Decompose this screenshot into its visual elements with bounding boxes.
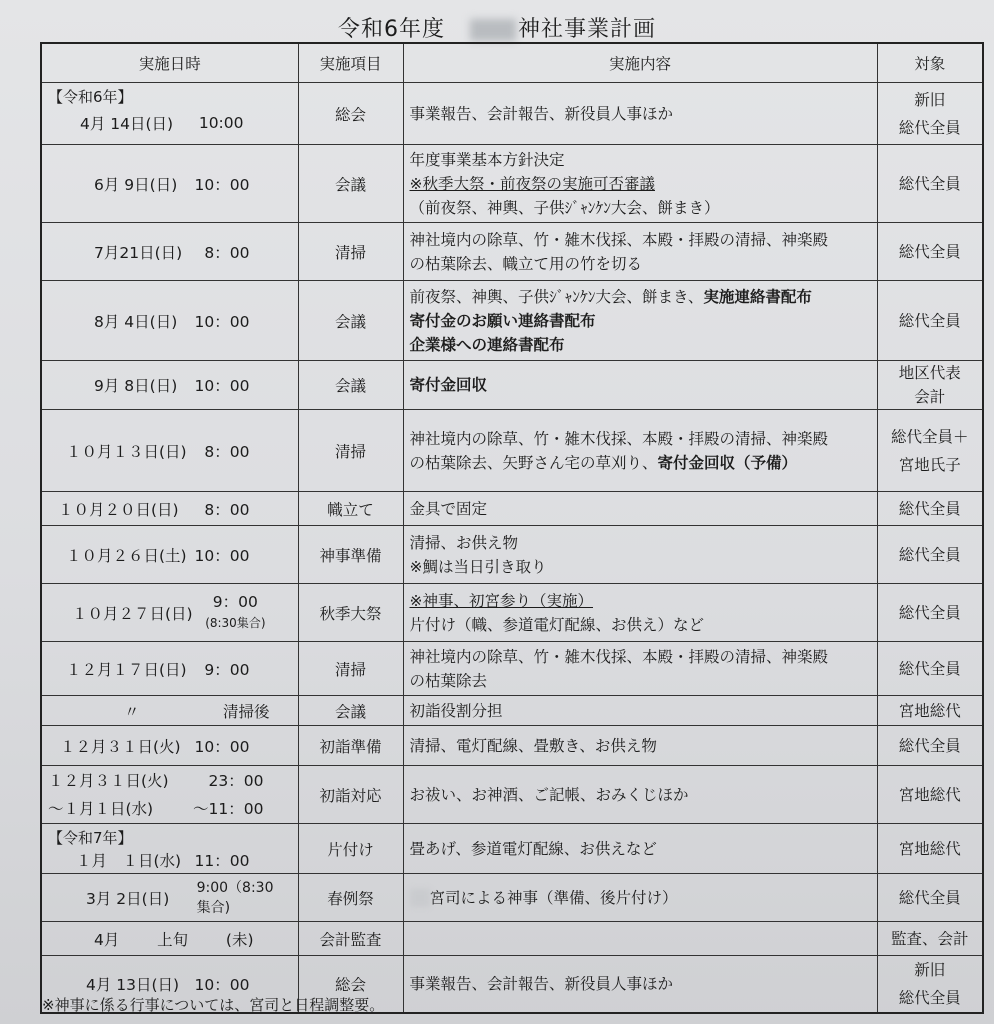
table-row — [41, 874, 983, 922]
table-row — [41, 584, 983, 642]
time: 10：00 — [194, 546, 250, 565]
date: 8月 4日(日) — [94, 312, 178, 331]
content-cell — [403, 410, 877, 492]
content-line: 神社境内の除草、竹・雑木伐採、本殿・拝殿の清掃、神楽殿 — [409, 230, 829, 249]
date-cell — [41, 492, 298, 526]
target-cell: 宮地総代 — [877, 766, 983, 824]
time: 10：00 — [194, 737, 250, 756]
time: 10:00 — [198, 113, 244, 132]
date-cell — [41, 922, 298, 956]
year-tag: 【令和6年】 — [48, 88, 133, 106]
time: 9:00（8:30 — [196, 879, 274, 896]
target-cell — [877, 410, 983, 492]
time: 10：00 — [194, 175, 250, 194]
content-bold: 寄付金のお願い連絡書配布 — [409, 311, 596, 330]
target-cell — [877, 361, 983, 410]
year-tag: 【令和7年】 — [48, 829, 133, 847]
content-line: 清掃、お供え物 — [409, 533, 519, 552]
time-note: (8:30集合) — [205, 616, 266, 630]
title-prefix: 令和6年度 — [337, 17, 445, 42]
ditto-mark: 〃 — [124, 702, 140, 721]
date-cell — [41, 642, 298, 696]
content-bold: 企業様への連絡書配布 — [409, 335, 565, 354]
date: 9月 8日(日) — [94, 377, 178, 395]
target-cell: 宮地総代 — [877, 824, 983, 874]
item-cell: 総会 — [298, 956, 403, 1014]
time: 9：00 — [204, 660, 250, 679]
target-cell — [877, 223, 983, 281]
item-cell: 春例祭 — [298, 874, 403, 922]
target-line: 新旧 — [914, 90, 946, 109]
content-cell — [403, 145, 877, 223]
time: 清掃後 — [222, 702, 270, 721]
date: 4月 — [94, 930, 120, 949]
content-cell: 畳あげ、参道電灯配線、お供えなど — [403, 824, 877, 874]
date: １２月１７日(日) — [66, 660, 187, 679]
date-end: ～１月１日(水) — [48, 799, 154, 818]
date-cell — [41, 874, 298, 922]
redacted-name — [410, 889, 430, 907]
time: 8：00 — [204, 500, 250, 519]
date: １０月２６日(土) — [66, 546, 187, 565]
content-bold: 寄付金回収（予備） — [657, 453, 798, 472]
target-cell — [877, 145, 983, 223]
redacted-shrine-name — [470, 19, 516, 41]
item-cell: 秋季大祭 — [298, 584, 403, 642]
content-line: の枯葉除去 — [409, 671, 488, 690]
item-cell: 会計監査 — [298, 922, 403, 956]
table-row — [41, 696, 983, 726]
date: １月 １日(水) — [76, 851, 182, 870]
time: 10：00 — [194, 312, 250, 331]
content-line: 年度事業基本方針決定 — [409, 150, 565, 169]
item-cell: 初詣対応 — [298, 766, 403, 824]
content-cell — [403, 83, 877, 145]
date-cell — [41, 824, 298, 874]
content-line: 片付け（幟、参道電灯配線、お供え）など — [409, 615, 705, 634]
content-cell: お祓い、お神酒、ご記帳、おみくじほか — [403, 766, 877, 824]
target-cell: 総代全員 — [877, 726, 983, 766]
time: 10：00 — [194, 976, 250, 994]
header-content: 実施内容 — [403, 43, 877, 83]
content-bold: 実施連絡書配布 — [703, 287, 812, 306]
target-cell: 総代全員 — [877, 642, 983, 696]
content-line: の枯葉除去、幟立て用の竹を切る — [409, 254, 643, 273]
content-cell: 金具で固定 — [403, 492, 877, 526]
date: 6月 9日(日) — [94, 175, 178, 194]
date-period: 上旬 — [157, 930, 189, 949]
target-line: 新旧 — [914, 961, 946, 979]
date: １０月２０日(日) — [58, 500, 179, 519]
date-cell — [41, 696, 298, 726]
content-line: （前夜祭、神輿、子供ｼﾞｬﾝｹﾝ大会、餅まき） — [409, 198, 720, 217]
date: １２月３１日(火) — [48, 771, 169, 790]
content-line: ※秋季大祭・前夜祭の実施可否審議 — [409, 174, 655, 193]
header-date: 実施日時 — [41, 43, 298, 83]
target-line: 総代全員 — [898, 174, 961, 193]
content-cell — [403, 642, 877, 696]
content-cell — [403, 874, 877, 922]
time-note: 集合) — [196, 899, 231, 916]
date: 3月 2日(日) — [86, 889, 170, 908]
content-cell — [403, 526, 877, 584]
time: 23：00 — [208, 771, 264, 790]
content-bold: 寄付金回収 — [409, 376, 488, 394]
content-line: ※神事、初宮参り（実施） — [409, 591, 593, 610]
item-cell: 会議 — [298, 145, 403, 223]
target-line: 地区代表 — [898, 364, 961, 382]
table-row — [41, 281, 983, 361]
content-line: の枯葉除去、矢野さん宅の草刈り、 — [409, 453, 658, 472]
table-row — [41, 492, 983, 526]
content-cell: 事業報告、会計報告、新役員人事ほか — [403, 956, 877, 1014]
time: 10：00 — [194, 377, 250, 395]
date-cell — [41, 83, 298, 145]
date-cell — [41, 361, 298, 410]
time: 8：00 — [204, 243, 250, 262]
table-row — [41, 922, 983, 956]
date-cell — [41, 410, 298, 492]
table-row — [41, 766, 983, 824]
time: (未) — [225, 930, 254, 949]
target-cell: 総代全員 — [877, 492, 983, 526]
content-cell — [403, 584, 877, 642]
date-cell — [41, 281, 298, 361]
item-cell: 神事準備 — [298, 526, 403, 584]
table-row — [41, 824, 983, 874]
target-cell — [877, 83, 983, 145]
table-row — [41, 83, 983, 145]
date: １２月３１日(火) — [60, 737, 181, 756]
header-item: 実施項目 — [298, 43, 403, 83]
item-cell: 会議 — [298, 361, 403, 410]
content-line: ※鯛は当日引き取り — [409, 557, 547, 576]
target-cell: 宮地総代 — [877, 696, 983, 726]
item-cell: 幟立て — [298, 492, 403, 526]
time: 9：00 — [212, 593, 258, 611]
time: 8：00 — [204, 442, 250, 461]
target-cell — [877, 281, 983, 361]
date: １０月２７日(日) — [72, 604, 193, 623]
date-cell — [41, 584, 298, 642]
target-cell: 総代全員 — [877, 526, 983, 584]
target-cell: 総代全員 — [877, 584, 983, 642]
item-cell: 清掃 — [298, 642, 403, 696]
target-cell: 総代全員 — [877, 874, 983, 922]
date: 7月21日(日) — [94, 243, 183, 262]
date: 4月 13日(日) — [86, 976, 180, 994]
target-line: 総代全員 — [898, 989, 961, 1007]
content-line: 神社境内の除草、竹・雑木伐採、本殿・拝殿の清掃、神楽殿 — [409, 429, 829, 448]
item-cell: 清掃 — [298, 410, 403, 492]
item-cell: 総会 — [298, 83, 403, 145]
content-cell: 初詣役割分担 — [403, 696, 877, 726]
content-cell: 清掃、電灯配線、畳敷き、お供え物 — [403, 726, 877, 766]
table-header-row — [41, 43, 983, 83]
header-target: 対象 — [877, 43, 983, 83]
item-cell: 片付け — [298, 824, 403, 874]
content-line: 事業報告、会計報告、新役員人事ほか — [409, 104, 674, 123]
table-row — [41, 223, 983, 281]
document-title — [0, 12, 994, 43]
table-row — [41, 410, 983, 492]
date-cell — [41, 223, 298, 281]
table-row — [41, 726, 983, 766]
item-cell: 会議 — [298, 696, 403, 726]
date: １０月１３日(日) — [66, 442, 187, 461]
date: 4月 14日(日) — [80, 114, 174, 133]
target-line: 総代全員 — [898, 242, 961, 261]
content-line: 宮司による神事（準備、後片付け） — [429, 888, 678, 907]
date-cell — [41, 766, 298, 824]
schedule-table — [40, 42, 984, 1014]
content-line: 神社境内の除草、竹・雑木伐採、本殿・拝殿の清掃、神楽殿 — [409, 647, 829, 666]
item-cell: 初詣準備 — [298, 726, 403, 766]
content-cell — [403, 281, 877, 361]
table-row — [41, 145, 983, 223]
content-line: 前夜祭、神輿、子供ｼﾞｬﾝｹﾝ大会、餅まき、 — [409, 287, 704, 306]
date-cell — [41, 145, 298, 223]
footer-note: ※神事に係る行事については、宮司と日程調整要。 — [42, 996, 385, 1014]
target-line: 総代全員 — [898, 311, 961, 330]
table-row — [41, 642, 983, 696]
time-end: ～11：00 — [193, 799, 264, 818]
target-cell: 監査、会計 — [877, 922, 983, 956]
table-row — [41, 526, 983, 584]
target-line: 総代全員＋ — [890, 427, 969, 446]
target-line: 会計 — [914, 388, 946, 406]
title-suffix: 神社事業計画 — [518, 17, 657, 42]
target-line: 宮地氏子 — [898, 455, 961, 474]
item-cell: 清掃 — [298, 223, 403, 281]
item-cell: 会議 — [298, 281, 403, 361]
target-line: 総代全員 — [898, 118, 961, 137]
content-cell — [403, 922, 877, 956]
content-cell — [403, 361, 877, 410]
date-cell — [41, 526, 298, 584]
date-cell — [41, 726, 298, 766]
time: 11：00 — [194, 851, 250, 870]
content-cell — [403, 223, 877, 281]
table-row — [41, 361, 983, 410]
target-cell — [877, 956, 983, 1014]
